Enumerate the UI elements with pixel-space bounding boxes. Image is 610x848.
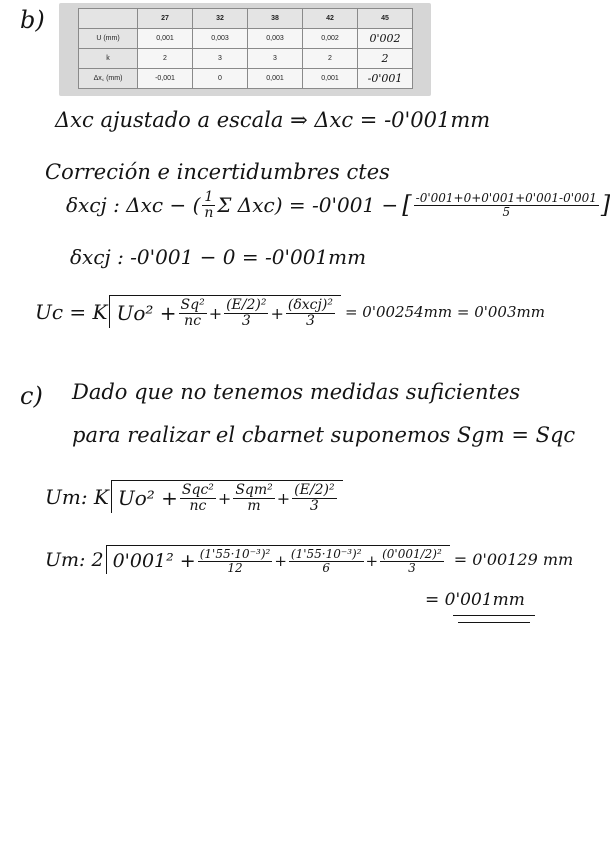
table-header: 32	[193, 9, 248, 29]
fraction-numerator: (0'001/2)²	[382, 547, 442, 561]
table-header-empty	[79, 9, 138, 29]
table-cell-handwritten: 2	[358, 49, 413, 69]
fraction-numerator: -0'001+0+0'001+0'001-0'001	[415, 191, 597, 206]
fraction-numerator: (E/2)²	[226, 297, 267, 313]
table-cell: 0,003	[193, 29, 248, 49]
table-cell: 3	[248, 49, 303, 69]
fraction-denominator: nc	[189, 497, 207, 514]
table-cell-handwritten: 0'002	[358, 29, 413, 49]
fraction-numerator: Sq²	[180, 297, 205, 313]
fraction-denominator: 12	[227, 560, 243, 575]
square-root: Uo² + $\frac{\text{Sqc²}}{nc}$ + $\frac{\text{Sqm²}}{m}$ + $\frac{\text{(E/2)²}}{3}$	[111, 480, 343, 513]
formula-text: 0'001² +	[112, 550, 196, 573]
section-b-label: b)	[20, 6, 45, 34]
um-formula	[45, 480, 343, 513]
formula-text: Um: K	[45, 484, 109, 509]
square-root: Uo² + $\frac{\text{Sq²}}{nc}$ + $\frac{\text{(E/2)²}}{3}$ + $\frac{\text{(δxcj)²}}{3}$	[109, 295, 340, 328]
fraction-numerator: (δxcj)²	[287, 297, 333, 313]
formula-text: Σ Δxc) = -0'001 −	[217, 193, 399, 218]
subheading-corrections: Correción e incertidumbres ctes	[45, 160, 390, 184]
table-header: 42	[303, 9, 358, 29]
table-row	[79, 29, 413, 49]
table-cell: 0,002	[303, 29, 358, 49]
row-label: Δx꜀ (mm)	[79, 69, 138, 89]
fraction-denominator: nc	[184, 312, 202, 329]
correction-formula	[66, 190, 610, 220]
table-cell: 3	[193, 49, 248, 69]
table-cell: 0	[193, 69, 248, 89]
table-header: 45	[358, 9, 413, 29]
table-cell: 0,001	[138, 29, 193, 49]
fraction-denominator: 5	[502, 204, 511, 219]
um-numeric	[45, 545, 573, 574]
fraction	[202, 190, 215, 220]
fraction-denominator: m	[247, 497, 261, 514]
adjusted-correction-line: Δxc ajustado a escala ⇒ Δxc = -0'001mm	[55, 108, 491, 132]
formula-text: δxcj : Δxc − (	[66, 193, 201, 218]
fraction-denominator: 3	[241, 312, 251, 329]
fraction-denominator: n	[204, 204, 214, 221]
underline	[458, 622, 530, 623]
uc-result: = 0'00254mm = 0'003mm	[344, 302, 545, 321]
fraction	[198, 548, 273, 574]
statement-line-2: para realizar el cbarnet suponemos Sgm = Sqc	[72, 423, 576, 447]
open-bracket: [	[402, 191, 412, 220]
uc-formula	[35, 295, 545, 328]
fraction	[233, 483, 274, 513]
fraction	[414, 192, 599, 218]
fraction-numerator: 1	[204, 189, 214, 205]
fraction	[180, 483, 216, 513]
section-c-label: c)	[20, 382, 43, 410]
statement-line-1: Dado que no tenemos medidas suficientes	[72, 380, 521, 404]
table-header-row	[79, 9, 413, 29]
table-cell: 2	[138, 49, 193, 69]
table-row	[79, 69, 413, 89]
row-label: k	[79, 49, 138, 69]
formula-text: Uo² +	[116, 301, 177, 326]
fraction-numerator: (1'55·10⁻³)²	[199, 547, 271, 561]
fraction	[179, 298, 207, 328]
fraction	[224, 298, 268, 328]
table-cell: 0,003	[248, 29, 303, 49]
table-cell-handwritten: -0'001	[358, 69, 413, 89]
table-header: 27	[138, 9, 193, 29]
table-cell: 2	[303, 49, 358, 69]
table-row	[79, 49, 413, 69]
um-result: = 0'00129 mm	[453, 550, 574, 570]
fraction-denominator: 3	[408, 560, 416, 575]
table-header: 38	[248, 9, 303, 29]
close-bracket: ]	[600, 191, 610, 220]
fraction	[380, 548, 444, 574]
formula-text: Uo² +	[117, 486, 178, 511]
fraction-denominator: 6	[322, 560, 331, 575]
fraction-denominator: 3	[305, 312, 315, 329]
fraction-denominator: 3	[309, 497, 319, 514]
fraction-numerator: (E/2)²	[294, 482, 335, 498]
square-root: 0'001² + $\frac{\text{(1'55·10⁻³)²}}{12}$ + $\frac{\text{(1'55·10⁻³)²}}{6}$ + $\frac{\text{(0'001/2)²}}{3}$	[106, 545, 450, 574]
formula-text: Um: 2	[45, 548, 104, 571]
fraction	[292, 483, 336, 513]
fraction-numerator: (1'55·10⁻³)²	[290, 547, 362, 561]
formula-text: Uc = K	[35, 299, 108, 324]
fraction-numerator: Sqm²	[235, 482, 273, 498]
fraction-numerator: Sqc²	[181, 482, 214, 498]
table-cell: 0,001	[248, 69, 303, 89]
table-cell: 0,001	[303, 69, 358, 89]
correction-result: δxcj : -0'001 − 0 = -0'001mm	[70, 245, 367, 269]
underline	[453, 615, 535, 616]
measurement-table	[78, 8, 413, 89]
um-final: = 0'001mm	[425, 590, 525, 610]
row-label: U (mm)	[79, 29, 138, 49]
table-cell: -0,001	[138, 69, 193, 89]
fraction	[286, 298, 335, 328]
fraction	[289, 548, 364, 574]
